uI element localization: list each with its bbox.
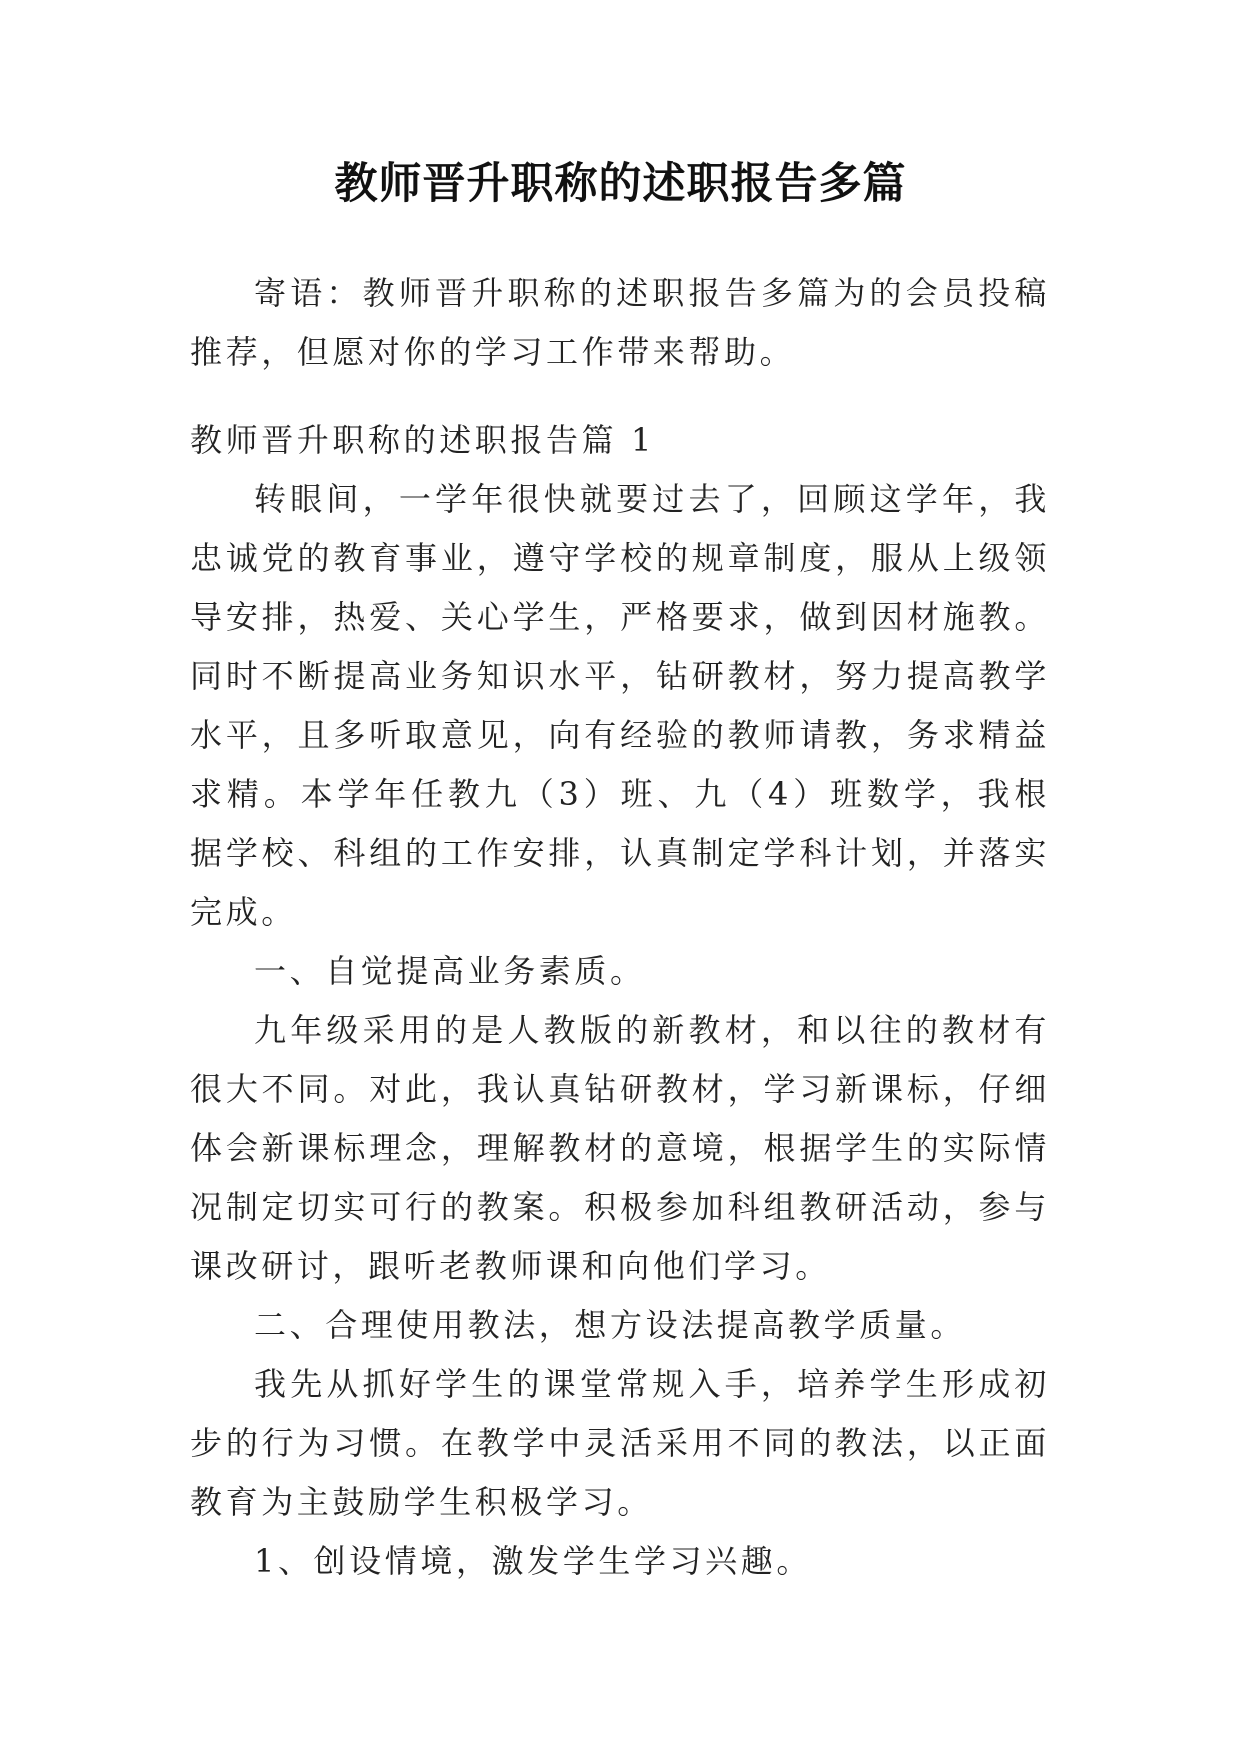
subheading-1: 一、自觉提高业务素质。 — [254, 952, 646, 990]
body-paragraph: 我先从抓好学生的课堂常规入手，培养学生形成初步的行为习惯。在教学中灵活采用不同的教法，以正面教育为主鼓励学生积极学习。 — [190, 1365, 1050, 1521]
body-paragraph: 转眼间，一学年很快就要过去了，回顾这学年，我忠诚党的教育事业，遵守学校的规章制度，服从上级领导安排，热爱、关心学生，严格要求，做到因材施教。同时不断提高业务知识水平，钻研教材，努力提高教学水平，且多听取意见，向有经验的教师请教，务求精益求精。本学年任教九（3）班、九（4）班数学，我根据学校、科组的工作安排，认真制定学科计划，并落实完成。 — [190, 480, 1050, 931]
intro-block — [190, 264, 1050, 382]
section-block — [190, 411, 1050, 1591]
subheading-2: 二、合理使用教法，想方设法提高教学质量。 — [254, 1306, 967, 1344]
intro-paragraph: 寄语：教师晋升职称的述职报告多篇为的会员投稿推荐，但愿对你的学习工作带来帮助。 — [190, 274, 1050, 371]
section-title: 教师晋升职称的述职报告篇 1 — [190, 421, 655, 459]
list-item-1: 1、创设情境，激发学生学习兴趣。 — [254, 1542, 812, 1580]
document-title: 教师晋升职称的述职报告多篇 — [334, 159, 907, 209]
body-paragraph: 九年级采用的是人教版的新教材，和以往的教材有很大不同。对此，我认真钻研教材，学习新课标，仔细体会新课标理念，理解教材的意境，根据学生的实际情况制定切实可行的教案。积极参加科组教研活动，参与课改研讨，跟听老教师课和向他们学习。 — [190, 1011, 1050, 1285]
